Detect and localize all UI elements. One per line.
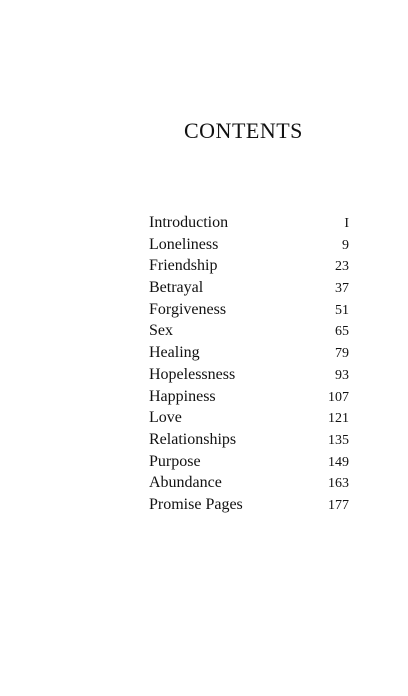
toc-entry-label: Love (149, 409, 182, 427)
toc-entry-label: Promise Pages (149, 495, 243, 513)
toc-entry-label: Betrayal (149, 279, 204, 297)
toc-entry-label: Relationships (149, 430, 237, 448)
toc-entry-page: 149 (328, 454, 349, 470)
toc-entry-page: 37 (335, 281, 349, 297)
toc-entry-page: 65 (335, 324, 349, 340)
toc-entry-page: 23 (335, 259, 349, 275)
toc-entry-page: 51 (335, 302, 349, 318)
toc-entry (149, 453, 349, 475)
toc-entry-label: Purpose (149, 452, 201, 470)
toc-entry-page: 9 (342, 237, 349, 253)
toc-entry (149, 344, 349, 366)
toc-entry-label: Forgiveness (149, 300, 227, 318)
toc-entry-page: 177 (328, 497, 349, 513)
toc-entry-page: 107 (328, 389, 349, 405)
table-of-contents (149, 214, 349, 518)
page-title: CONTENTS (184, 118, 303, 143)
toc-entry (149, 236, 349, 258)
toc-entry (149, 496, 349, 518)
toc-entry (149, 474, 349, 496)
toc-entry (149, 301, 349, 323)
toc-entry (149, 409, 349, 431)
toc-entry-label: Friendship (149, 257, 218, 275)
toc-entry (149, 388, 349, 410)
toc-entry-label: Abundance (149, 474, 222, 492)
toc-entry-label: Introduction (149, 214, 229, 231)
toc-entry-page: 93 (335, 367, 349, 383)
toc-entry-label: Loneliness (149, 235, 219, 253)
toc-entry (149, 431, 349, 453)
toc-entry-label: Happiness (149, 387, 216, 405)
toc-entry-page: 135 (328, 432, 349, 448)
toc-entry-label: Healing (149, 344, 200, 362)
toc-entry (149, 366, 349, 388)
toc-entry-page: 79 (335, 346, 349, 362)
toc-entry-page: 121 (328, 411, 349, 427)
toc-entry (149, 257, 349, 279)
toc-entry-page: I (344, 216, 349, 231)
toc-entry-label: Sex (149, 322, 173, 340)
toc-entry (149, 322, 349, 344)
toc-entry (149, 214, 349, 236)
toc-entry-label: Hopelessness (149, 365, 236, 383)
toc-entry (149, 279, 349, 301)
toc-entry-page: 163 (328, 476, 349, 492)
